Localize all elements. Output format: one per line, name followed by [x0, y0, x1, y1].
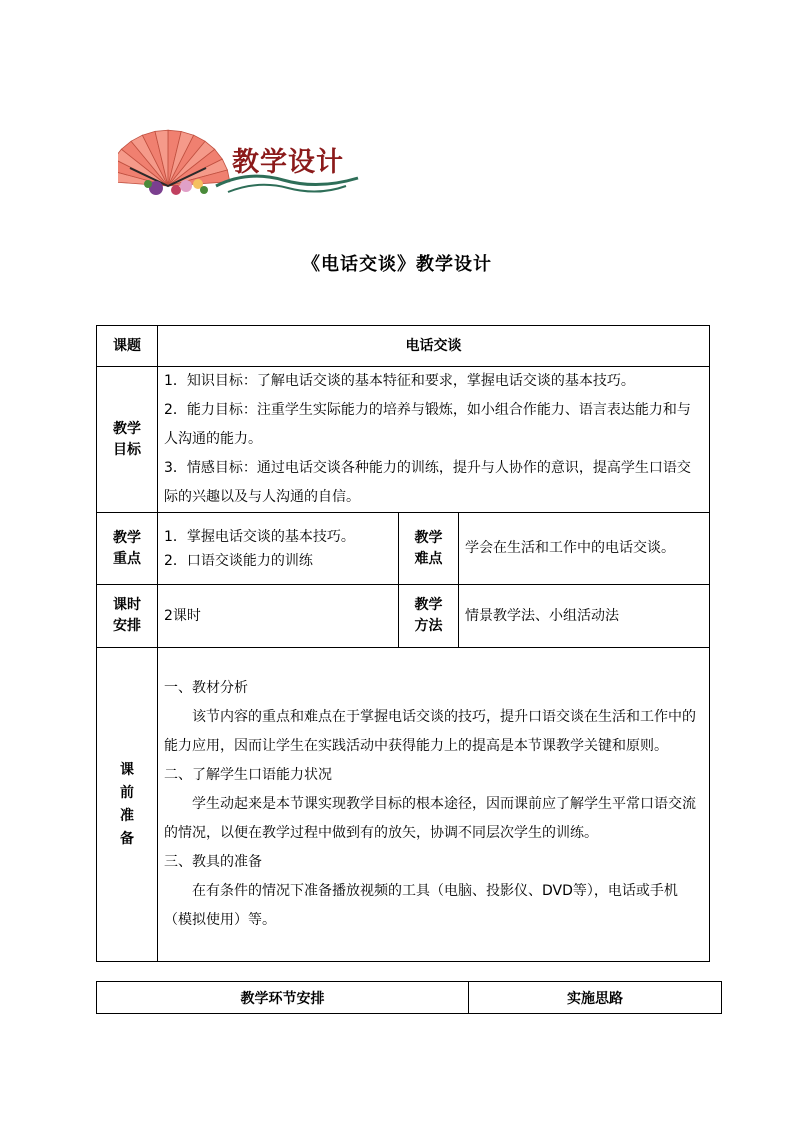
section-body: 该节内容的重点和难点在于掌握电话交谈的技巧，提升口语交谈在生活和工作中的能力应用，因而让学生在实践活动中获得能力上的提高是本节课教学关键和原则。	[164, 709, 696, 754]
steps-column-header: 教学环节安排	[97, 982, 469, 1014]
difficulty-value: 学会在生活和工作中的电话交谈。	[459, 513, 710, 585]
keypoints-content	[158, 513, 399, 585]
schedule-value: 2课时	[158, 585, 399, 648]
banner-logo	[118, 118, 363, 200]
keypoint-item: 1．掌握电话交谈的基本技巧。	[164, 528, 355, 545]
section-heading: 二、了解学生口语能力状况	[164, 767, 332, 783]
objectives-content	[158, 367, 710, 513]
section-heading: 三、教具的准备	[164, 854, 262, 870]
schedule-label: 课时安排	[97, 585, 158, 648]
keypoint-item: 2．口语交谈能力的训练	[164, 552, 313, 569]
approach-column-header: 实施思路	[469, 982, 722, 1014]
method-label: 教学方法	[399, 585, 459, 648]
objectives-label: 教学目标	[97, 367, 158, 513]
schedule-header-table	[96, 981, 722, 1014]
row-preparation	[97, 648, 710, 962]
difficulty-label: 教学难点	[399, 513, 459, 585]
preparation-label: 课前准备	[97, 648, 158, 962]
topic-value: 电话交谈	[158, 326, 710, 367]
schedule-header-row	[97, 982, 722, 1014]
preparation-content	[158, 648, 710, 962]
row-keypoints	[97, 513, 710, 585]
section-body: 学生动起来是本节课实现教学目标的根本途径，因而课前应了解学生平常口语交流的情况，以便在教学过程中做到有的放矢，协调不同层次学生的训练。	[164, 796, 696, 841]
lesson-plan-table	[96, 325, 710, 962]
keypoints-label: 教学重点	[97, 513, 158, 585]
topic-label: 课题	[97, 326, 158, 367]
objective-item: 1．知识目标：了解电话交谈的基本特征和要求，掌握电话交谈的基本技巧。	[164, 373, 635, 389]
method-value: 情景教学法、小组活动法	[459, 585, 710, 648]
document-title: 《电话交谈》教学设计	[302, 254, 492, 275]
section-heading: 一、教材分析	[164, 680, 248, 696]
row-topic	[97, 326, 710, 367]
banner-title: 教学设计	[232, 147, 344, 178]
row-objectives	[97, 367, 710, 513]
objective-item: 2．能力目标：注重学生实际能力的培养与锻炼，如小组合作能力、语言表达能力和与人沟通的能力。	[164, 402, 691, 447]
section-body: 在有条件的情况下准备播放视频的工具（电脑、投影仪、DVD等），电话或手机（模拟使用）等。	[164, 883, 678, 928]
row-schedule	[97, 585, 710, 648]
objective-item: 3．情感目标：通过电话交谈各种能力的训练，提升与人协作的意识，提高学生口语交际的兴趣以及与人沟通的自信。	[164, 460, 691, 505]
